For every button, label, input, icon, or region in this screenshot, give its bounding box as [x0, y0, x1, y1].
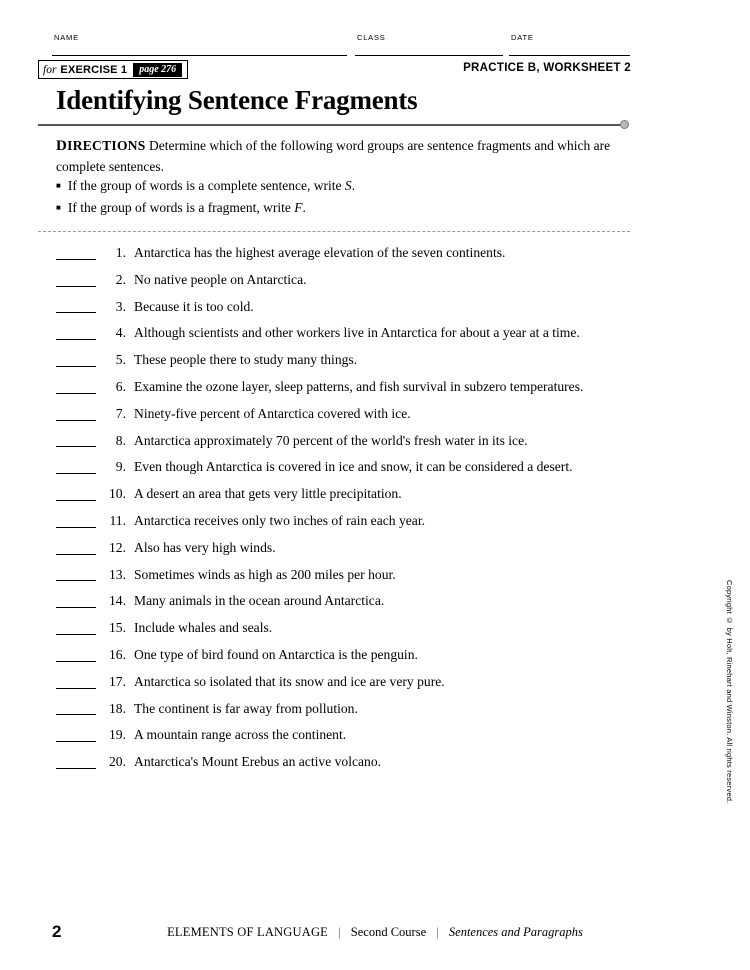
- exercise-item: [52, 696, 642, 723]
- item-number: 9.: [115, 459, 126, 475]
- exercise-item: [52, 615, 642, 642]
- directions-keyword-cap: D: [56, 138, 68, 154]
- answer-blank[interactable]: [56, 553, 96, 555]
- copyright-notice: Copyright © by Holt, Rinehart and Winston. All rights reserved.: [725, 580, 734, 804]
- class-field-label: CLASS: [357, 33, 386, 42]
- footer-separator: |: [338, 925, 341, 939]
- item-number: 18.: [109, 700, 126, 716]
- bullet-text: [68, 197, 306, 219]
- footer-separator: |: [436, 925, 439, 939]
- bullet-text-pre: If the group of words is a complete sentence, write: [67, 178, 345, 193]
- square-bullet-icon: ■: [56, 181, 61, 190]
- exercise-item: [52, 428, 642, 455]
- item-text: Many animals in the ocean around Antarctica.: [134, 593, 385, 609]
- item-number: 4.: [115, 325, 126, 341]
- bullet-text-post: .: [351, 178, 356, 193]
- directions-keyword: [56, 138, 146, 153]
- title-divider: [38, 124, 624, 126]
- exercise-bar: [38, 60, 631, 80]
- item-number: 6.: [115, 378, 126, 394]
- item-text: Even though Antarctica is covered in ice and snow, it can be considered a desert.: [134, 459, 573, 475]
- bullet-text-italic: F: [294, 199, 303, 215]
- item-text: Include whales and seals.: [134, 620, 273, 636]
- exercise-item: [52, 669, 642, 696]
- item-number: 11.: [109, 512, 126, 528]
- item-number: 8.: [115, 432, 126, 448]
- item-text: Sometimes winds as high as 200 miles per hour.: [134, 566, 396, 582]
- directions-keyword-rest: IRECTIONS: [67, 138, 146, 153]
- bullet-text: [68, 175, 355, 197]
- exercise-item: [52, 240, 642, 267]
- exercise-item: [52, 267, 642, 294]
- page-number: 2: [52, 922, 62, 941]
- answer-blank[interactable]: [56, 258, 96, 260]
- exercise-item: [52, 347, 642, 374]
- exercise-item: [52, 374, 642, 401]
- item-text: The continent is far away from pollution.: [134, 700, 358, 716]
- directions-block: [56, 136, 616, 176]
- exercise-item: [52, 722, 642, 749]
- section-divider: [38, 231, 630, 232]
- footer-course: Second Course: [350, 925, 427, 939]
- footer-topic: Sentences and Paragraphs: [448, 925, 583, 939]
- item-number: 1.: [115, 245, 126, 260]
- answer-blank[interactable]: [56, 633, 96, 635]
- directions-bullet-item: [56, 197, 616, 219]
- footer-bar: [0, 925, 750, 940]
- item-number: 16.: [109, 646, 126, 662]
- item-number: 20.: [109, 754, 126, 770]
- exercise-for-label: for: [43, 63, 57, 76]
- answer-blank[interactable]: [56, 579, 96, 581]
- exercise-item: [52, 588, 642, 615]
- answer-blank[interactable]: [56, 740, 96, 742]
- exercise-item: [52, 320, 642, 347]
- item-number: 2.: [115, 271, 126, 287]
- bullet-text-pre: If the group of words is a fragment, write: [67, 199, 295, 215]
- exercise-item: [52, 294, 642, 321]
- item-number: 10.: [109, 486, 126, 502]
- answer-blank[interactable]: [56, 311, 96, 313]
- title-end-dot-icon: [620, 120, 629, 129]
- item-number: 19.: [109, 727, 126, 743]
- answer-blank[interactable]: [56, 338, 96, 340]
- answer-blank[interactable]: [56, 365, 96, 367]
- page-reference-badge: page 276: [133, 63, 182, 77]
- name-field[interactable]: [52, 33, 347, 56]
- exercise-badge: [38, 60, 188, 79]
- footer-series-title: ELEMENTS OF LANGUAGE: [167, 925, 329, 939]
- answer-blank[interactable]: [56, 713, 96, 715]
- item-text: Examine the ozone layer, sleep patterns, and fish survival in subzero temperatures.: [134, 378, 584, 394]
- item-text: Antarctica receives only two inches of rain each year.: [134, 512, 425, 528]
- answer-blank[interactable]: [56, 499, 96, 501]
- exercise-item: [52, 401, 642, 428]
- item-number: 14.: [109, 593, 126, 609]
- page-title: Identifying Sentence Fragments: [56, 85, 418, 115]
- exercise-number-label: EXERCISE 1: [60, 63, 128, 76]
- name-field-label: NAME: [54, 33, 79, 42]
- item-text: These people there to study many things.: [134, 352, 358, 368]
- item-number: 3.: [115, 298, 126, 314]
- exercise-item: [52, 508, 642, 535]
- item-text: A mountain range across the continent.: [134, 727, 347, 743]
- item-text: A desert an area that gets very little precipitation.: [134, 486, 402, 502]
- date-field-label: DATE: [511, 33, 534, 42]
- exercise-item: [52, 562, 642, 589]
- exercise-items-list: [52, 240, 642, 776]
- exercise-item: [52, 535, 642, 562]
- practice-worksheet-label: PRACTICE B, WORKSHEET 2: [463, 62, 631, 74]
- exercise-item: [52, 454, 642, 481]
- answer-blank[interactable]: [56, 526, 96, 528]
- answer-blank[interactable]: [56, 285, 96, 287]
- directions-bullet-item: [56, 175, 616, 197]
- directions-body: Determine which of the following word groups are sentence fragments and which are complete sentences.: [56, 138, 611, 175]
- directions-bullets: [56, 175, 616, 218]
- date-field[interactable]: [509, 33, 630, 56]
- item-number: 12.: [109, 539, 126, 555]
- answer-blank[interactable]: [56, 687, 96, 689]
- answer-blank[interactable]: [56, 419, 96, 421]
- item-text: Although scientists and other workers live in Antarctica for about a year at a time.: [134, 325, 580, 341]
- item-number: 17.: [109, 673, 126, 689]
- item-text: Also has very high winds.: [134, 539, 276, 555]
- item-text: Because it is too cold.: [134, 298, 254, 314]
- answer-blank[interactable]: [56, 767, 96, 769]
- exercise-item: [52, 642, 642, 669]
- item-number: 7.: [115, 405, 126, 421]
- item-number: 15.: [109, 620, 126, 636]
- bullet-text-italic: S: [344, 178, 352, 193]
- class-field[interactable]: [355, 33, 503, 56]
- item-text: Antarctica has the highest average elevation of the seven continents.: [134, 245, 506, 260]
- answer-blank[interactable]: [56, 445, 96, 447]
- answer-blank[interactable]: [56, 606, 96, 608]
- item-text: Antarctica so isolated that its snow and ice are very pure.: [134, 673, 445, 689]
- square-bullet-icon: ■: [56, 202, 61, 212]
- answer-blank[interactable]: [56, 660, 96, 662]
- item-text: No native people on Antarctica.: [134, 271, 307, 287]
- header-fields: [52, 30, 630, 56]
- item-text: Antarctica's Mount Erebus an active volcano.: [134, 754, 382, 770]
- answer-blank[interactable]: [56, 392, 96, 394]
- item-text: Antarctica approximately 70 percent of the world's fresh water in its ice.: [134, 432, 528, 448]
- bullet-text-post: .: [302, 199, 306, 215]
- item-number: 13.: [109, 566, 126, 582]
- item-text: One type of bird found on Antarctica is the penguin.: [134, 646, 418, 662]
- exercise-item: [52, 749, 642, 776]
- exercise-item: [52, 481, 642, 508]
- answer-blank[interactable]: [56, 472, 96, 474]
- item-number: 5.: [115, 352, 126, 368]
- item-text: Ninety-five percent of Antarctica covered with ice.: [134, 405, 411, 421]
